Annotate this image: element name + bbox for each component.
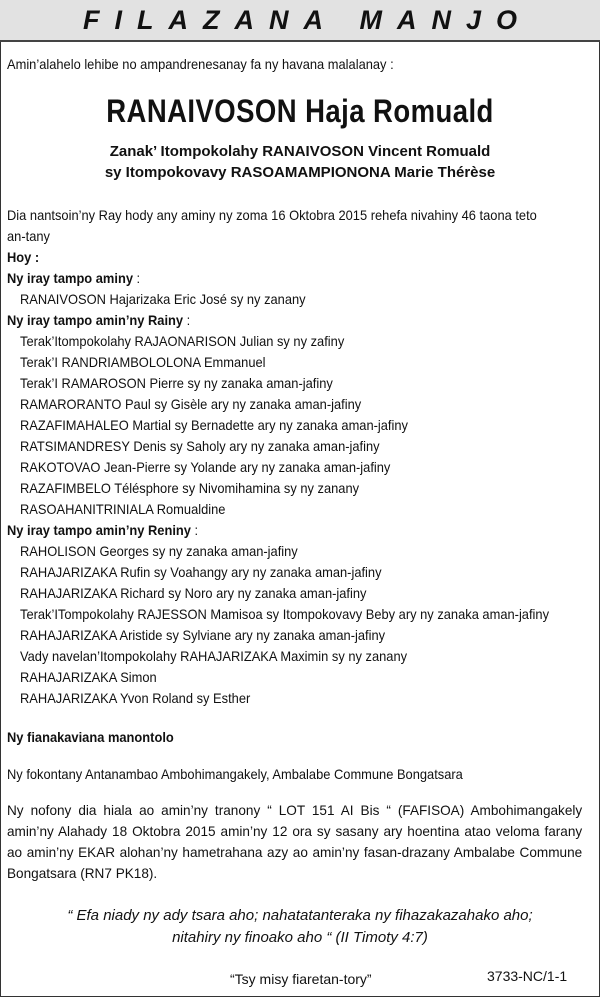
death-line-2: an-tany	[7, 228, 50, 244]
group-2-title: Ny iray tampo amin’ny Rainy	[7, 312, 184, 328]
intro-text: Amin’alahelo lehibe no ampandrenesanay fa ny havana malalanay :	[7, 56, 394, 72]
bible-quote-line-1: “ Efa niady ny ady tsara aho; nahatatanteraka ny fihazakazahako aho;	[67, 907, 533, 924]
bible-quote-line-2: nitahiry ny finoako aho “ (II Timoty 4:7)	[172, 929, 428, 946]
group-2-item: RAMARORANTO Paul sy Gisèle ary ny zanaka aman-jafiny	[20, 396, 362, 412]
group-2-item: RATSIMANDRESY Denis sy Saholy ary ny zanaka aman-jafiny	[20, 438, 380, 454]
group-2-item: Terak’Itompokolahy RAJAONARISON Julian sy ny zafiny	[20, 333, 345, 349]
group-1-heading: Ny iray tampo aminy :	[7, 270, 141, 286]
parents-line-2: sy Itompokovavy RASOAMAMPIONONA Marie Thérèse	[104, 164, 496, 181]
group-3-item: Vady navelan’Itompokolahy RAHAJARIZAKA Maximin sy ny zanany	[20, 648, 408, 664]
motto-text: “Tsy misy fiaretan-tory”	[230, 971, 372, 987]
group-3-item: RAHAJARIZAKA Simon	[20, 669, 157, 685]
group-3-item: RAHAJARIZAKA Richard sy Noro ary ny zanaka aman-jafiny	[20, 585, 367, 601]
group-3-title: Ny iray tampo amin’ny Reniny	[7, 522, 191, 538]
group-3-item: RAHAJARIZAKA Aristide sy Sylviane ary ny zanaka aman-jafiny	[20, 627, 386, 643]
parents-line-1: Zanak’ Itompokolahy RANAIVOSON Vincent Romuald	[109, 143, 491, 160]
group-2-item: RAZAFIMBELO Télésphore sy Nivomihamina sy ny zanany	[20, 480, 360, 496]
group-2-item: Terak’I RANDRIAMBOLOLONA Emmanuel	[20, 354, 266, 370]
family-heading: Ny fianakaviana manontolo	[7, 729, 174, 745]
fokontany-text: Ny fokontany Antanambao Ambohimangakely, Ambalabe Commune Bongatsara	[7, 766, 463, 782]
group-3-item: RAHAJARIZAKA Rufin sy Voahangy ary ny zanaka aman-jafiny	[20, 564, 382, 580]
group-2-item: RAKOTOVAO Jean-Pierre sy Yolande ary ny zanaka aman-jafiny	[20, 459, 391, 475]
death-line-1: Dia nantsoin’ny Ray hody any aminy ny zoma 16 Oktobra 2015 rehefa nivahiny 46 taona teto	[7, 207, 537, 223]
group-2-item: RASOAHANITRINIALA Romualdine	[20, 501, 226, 517]
ceremony-paragraph: Ny nofony dia hiala ao amin’ny tranony “ LOT 151 AI Bis “ (FAFISOA) Ambohimangakely amin’ny Alahady 18 Oktobra 2015 amin’ny 12 ora sy sasany ary hoentina atao veloma farany ao amin’ny EKAR alohan’ny hametrahana azy ao amin’ny fasan-drazany Ambalabe Commune Bongatsara (RN7 PK18).	[7, 802, 583, 881]
hoy-label: Hoy :	[7, 249, 40, 265]
reference-code: 3733-NC/1-1	[487, 968, 568, 984]
notice-header-title: FILAZANA MANJO	[83, 4, 532, 35]
group-3-heading: Ny iray tampo amin’ny Reniny :	[7, 522, 199, 538]
group-2-item: RAZAFIMAHALEO Martial sy Bernadette ary ny zanaka aman-jafiny	[20, 417, 408, 433]
group-1-title: Ny iray tampo aminy	[7, 270, 133, 286]
group-2-heading: Ny iray tampo amin’ny Rainy :	[7, 312, 191, 328]
group-3-item: Terak’ITompokolahy RAJESSON Mamisoa sy Itompokovavy Beby ary ny zanaka aman-jafiny	[20, 606, 550, 622]
deceased-name: RANAIVOSON Haja Romuald	[106, 93, 494, 129]
group-2-item: Terak’I RAMAROSON Pierre sy ny zanaka aman-jafiny	[20, 375, 333, 391]
group-3-item: RAHOLISON Georges sy ny zanaka aman-jafiny	[20, 543, 298, 559]
notice-header	[0, 0, 600, 42]
group-1-item: RANAIVOSON Hajarizaka Eric José sy ny zanany	[20, 291, 306, 307]
group-3-item: RAHAJARIZAKA Yvon Roland sy Esther	[20, 690, 251, 706]
